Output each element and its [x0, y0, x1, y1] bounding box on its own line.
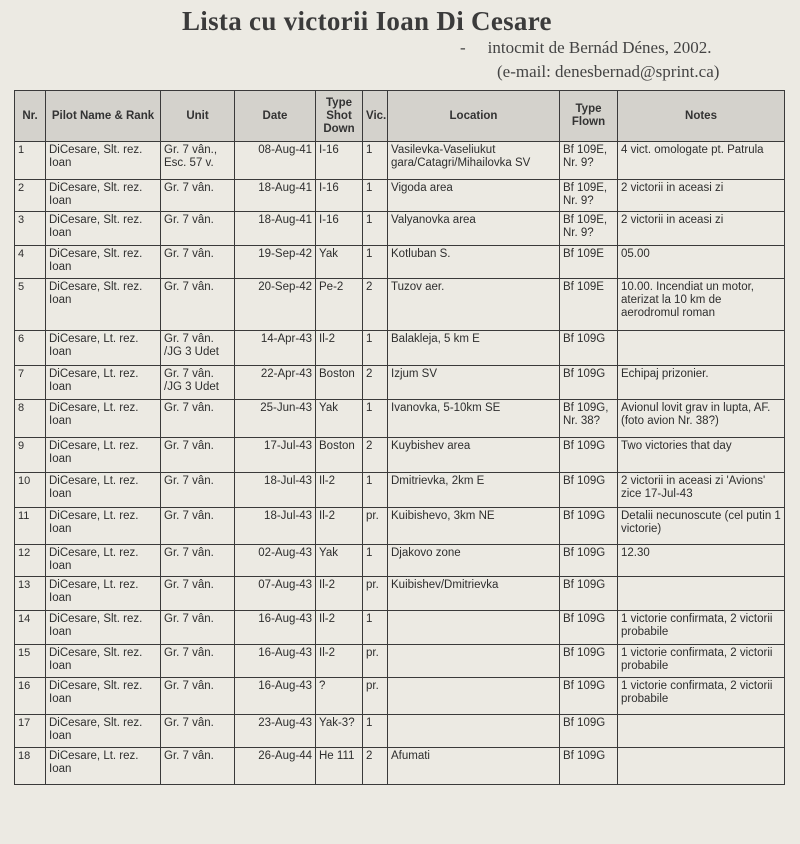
table-row [15, 715, 785, 748]
cell-location: Kuibishev/Dmitrievka [388, 577, 560, 611]
cell-type: Il-2 [316, 331, 363, 366]
col-vic-header: Vic. [363, 91, 388, 142]
cell-flown: Bf 109G [560, 577, 618, 611]
cell-pilot: DiCesare, Lt. rez. Ioan [46, 366, 161, 400]
table-body [15, 142, 785, 785]
cell-type: Il-2 [316, 611, 363, 645]
cell-nr: 15 [15, 645, 46, 678]
cell-flown: Bf 109G [560, 366, 618, 400]
col-notes-header: Notes [618, 91, 785, 142]
cell-unit: Gr. 7 vân. [161, 508, 235, 545]
cell-notes: Two victories that day [618, 438, 785, 473]
cell-flown: Bf 109G, Nr. 38? [560, 400, 618, 438]
cell-date: 08-Aug-41 [235, 142, 316, 180]
cell-flown: Bf 109G [560, 748, 618, 785]
cell-location: Dmitrievka, 2km E [388, 473, 560, 508]
cell-date: 14-Apr-43 [235, 331, 316, 366]
cell-vic: 1 [363, 180, 388, 212]
cell-notes: 1 victorie confirmata, 2 victorii probabile [618, 611, 785, 645]
cell-pilot: DiCesare, Lt. rez. Ioan [46, 545, 161, 577]
cell-vic: 1 [363, 400, 388, 438]
cell-unit: Gr. 7 vân. [161, 545, 235, 577]
cell-type: Il-2 [316, 645, 363, 678]
cell-unit: Gr. 7 vân. [161, 279, 235, 331]
cell-pilot: DiCesare, Lt. rez. Ioan [46, 577, 161, 611]
cell-location: Vasilevka-Vaseliukut gara/Catagri/Mihailovka SV [388, 142, 560, 180]
victories-table [14, 90, 785, 785]
cell-vic: 1 [363, 715, 388, 748]
cell-date: 19-Sep-42 [235, 246, 316, 279]
cell-notes: Echipaj prizonier. [618, 366, 785, 400]
cell-vic: pr. [363, 678, 388, 715]
cell-date: 07-Aug-43 [235, 577, 316, 611]
table-row [15, 438, 785, 473]
cell-type: ? [316, 678, 363, 715]
cell-nr: 8 [15, 400, 46, 438]
cell-flown: Bf 109G [560, 331, 618, 366]
table-row [15, 748, 785, 785]
cell-location [388, 611, 560, 645]
cell-date: 16-Aug-43 [235, 645, 316, 678]
col-unit-header: Unit [161, 91, 235, 142]
cell-type: He 111 [316, 748, 363, 785]
col-type-shot-header: Type Shot Down [316, 91, 363, 142]
cell-vic: 1 [363, 331, 388, 366]
cell-pilot: DiCesare, Slt. rez. Ioan [46, 678, 161, 715]
cell-date: 18-Jul-43 [235, 508, 316, 545]
cell-pilot: DiCesare, Slt. rez. Ioan [46, 279, 161, 331]
col-pilot-header: Pilot Name & Rank [46, 91, 161, 142]
cell-notes: 1 victorie confirmata, 2 victorii probabile [618, 678, 785, 715]
cell-type: Pe-2 [316, 279, 363, 331]
cell-unit: Gr. 7 vân. [161, 577, 235, 611]
cell-type: Boston [316, 366, 363, 400]
cell-unit: Gr. 7 vân. [161, 748, 235, 785]
cell-flown: Bf 109E, Nr. 9? [560, 212, 618, 246]
document-title: Lista cu victorii Ioan Di Cesare [182, 6, 552, 36]
cell-location: Vigoda area [388, 180, 560, 212]
cell-type: Il-2 [316, 508, 363, 545]
cell-unit: Gr. 7 vân. [161, 400, 235, 438]
col-nr-header: Nr. [15, 91, 46, 142]
cell-location: Afumati [388, 748, 560, 785]
cell-flown: Bf 109E [560, 279, 618, 331]
cell-location [388, 678, 560, 715]
cell-pilot: DiCesare, Slt. rez. Ioan [46, 246, 161, 279]
cell-unit: Gr. 7 vân. [161, 438, 235, 473]
cell-type: Il-2 [316, 577, 363, 611]
cell-nr: 5 [15, 279, 46, 331]
cell-pilot: DiCesare, Lt. rez. Ioan [46, 748, 161, 785]
cell-pilot: DiCesare, Slt. rez. Ioan [46, 611, 161, 645]
cell-date: 18-Aug-41 [235, 180, 316, 212]
cell-vic: pr. [363, 508, 388, 545]
cell-flown: Bf 109G [560, 645, 618, 678]
email-line: (e-mail: denesbernad@sprint.ca) [497, 62, 720, 81]
cell-vic: 1 [363, 246, 388, 279]
table-row [15, 212, 785, 246]
cell-nr: 10 [15, 473, 46, 508]
cell-date: 23-Aug-43 [235, 715, 316, 748]
cell-pilot: DiCesare, Slt. rez. Ioan [46, 180, 161, 212]
cell-type: Il-2 [316, 473, 363, 508]
cell-nr: 12 [15, 545, 46, 577]
table-row [15, 473, 785, 508]
cell-pilot: DiCesare, Lt. rez. Ioan [46, 438, 161, 473]
cell-unit: Gr. 7 vân. [161, 212, 235, 246]
cell-location: Kotluban S. [388, 246, 560, 279]
cell-vic: 1 [363, 545, 388, 577]
cell-vic: 2 [363, 438, 388, 473]
cell-flown: Bf 109G [560, 473, 618, 508]
cell-date: 18-Aug-41 [235, 212, 316, 246]
cell-date: 17-Jul-43 [235, 438, 316, 473]
cell-flown: Bf 109E, Nr. 9? [560, 180, 618, 212]
cell-vic: 1 [363, 212, 388, 246]
victories-table-wrapper [14, 90, 784, 785]
cell-unit: Gr. 7 vân. /JG 3 Udet [161, 366, 235, 400]
cell-nr: 13 [15, 577, 46, 611]
table-row [15, 180, 785, 212]
cell-pilot: DiCesare, Slt. rez. Ioan [46, 645, 161, 678]
cell-notes [618, 748, 785, 785]
cell-flown: Bf 109E [560, 246, 618, 279]
table-header-row [15, 91, 785, 142]
cell-flown: Bf 109G [560, 611, 618, 645]
cell-type: Yak-3? [316, 715, 363, 748]
cell-date: 26-Aug-44 [235, 748, 316, 785]
byline-dash: - [460, 38, 466, 57]
cell-notes: Detalii necunoscute (cel putin 1 victorie) [618, 508, 785, 545]
cell-vic: 1 [363, 142, 388, 180]
cell-nr: 18 [15, 748, 46, 785]
cell-nr: 3 [15, 212, 46, 246]
cell-pilot: DiCesare, Lt. rez. Ioan [46, 473, 161, 508]
table-row [15, 678, 785, 715]
cell-type: Boston [316, 438, 363, 473]
cell-nr: 14 [15, 611, 46, 645]
cell-pilot: DiCesare, Slt. rez. Ioan [46, 715, 161, 748]
cell-unit: Gr. 7 vân. /JG 3 Udet [161, 331, 235, 366]
cell-type: Yak [316, 545, 363, 577]
cell-type: I-16 [316, 212, 363, 246]
cell-notes [618, 331, 785, 366]
cell-pilot: DiCesare, Lt. rez. Ioan [46, 508, 161, 545]
cell-date: 18-Jul-43 [235, 473, 316, 508]
cell-flown: Bf 109G [560, 678, 618, 715]
cell-flown: Bf 109G [560, 545, 618, 577]
cell-flown: Bf 109G [560, 715, 618, 748]
table-row [15, 545, 785, 577]
cell-nr: 2 [15, 180, 46, 212]
cell-notes: 4 vict. omologate pt. Patrula [618, 142, 785, 180]
cell-notes: Avionul lovit grav in lupta, AF. (foto avion Nr. 38?) [618, 400, 785, 438]
cell-location [388, 715, 560, 748]
cell-unit: Gr. 7 vân. [161, 715, 235, 748]
cell-location: Tuzov aer. [388, 279, 560, 331]
cell-notes: 2 victorii in aceasi zi [618, 212, 785, 246]
table-row [15, 366, 785, 400]
cell-pilot: DiCesare, Lt. rez. Ioan [46, 400, 161, 438]
cell-location: Izjum SV [388, 366, 560, 400]
cell-location: Ivanovka, 5-10km SE [388, 400, 560, 438]
table-row [15, 331, 785, 366]
cell-nr: 7 [15, 366, 46, 400]
table-row [15, 577, 785, 611]
cell-notes: 2 victorii in aceasi zi 'Avions' zice 17-Jul-43 [618, 473, 785, 508]
table-row [15, 645, 785, 678]
cell-unit: Gr. 7 vân., Esc. 57 v. [161, 142, 235, 180]
cell-unit: Gr. 7 vân. [161, 180, 235, 212]
col-type-flown-header: Type Flown [560, 91, 618, 142]
cell-vic: 2 [363, 366, 388, 400]
cell-location: Balakleja, 5 km E [388, 331, 560, 366]
cell-type: I-16 [316, 142, 363, 180]
col-date-header: Date [235, 91, 316, 142]
cell-nr: 16 [15, 678, 46, 715]
cell-nr: 1 [15, 142, 46, 180]
author-text: intocmit de Bernád Dénes, 2002. [487, 38, 712, 57]
table-row [15, 508, 785, 545]
cell-flown: Bf 109G [560, 508, 618, 545]
cell-date: 20-Sep-42 [235, 279, 316, 331]
cell-unit: Gr. 7 vân. [161, 473, 235, 508]
cell-nr: 4 [15, 246, 46, 279]
cell-nr: 9 [15, 438, 46, 473]
cell-location: Kuybishev area [388, 438, 560, 473]
cell-notes: 1 victorie confirmata, 2 victorii probabile [618, 645, 785, 678]
cell-vic: pr. [363, 577, 388, 611]
table-row [15, 142, 785, 180]
table-row [15, 400, 785, 438]
cell-date: 02-Aug-43 [235, 545, 316, 577]
cell-notes [618, 577, 785, 611]
cell-notes: 2 victorii in aceasi zi [618, 180, 785, 212]
cell-notes: 10.00. Incendiat un motor, aterizat la 10 km de aerodromul roman [618, 279, 785, 331]
cell-notes: 05.00 [618, 246, 785, 279]
cell-pilot: DiCesare, Slt. rez. Ioan [46, 212, 161, 246]
cell-pilot: DiCesare, Slt. rez. Ioan [46, 142, 161, 180]
cell-date: 16-Aug-43 [235, 611, 316, 645]
cell-unit: Gr. 7 vân. [161, 611, 235, 645]
cell-nr: 11 [15, 508, 46, 545]
cell-date: 25-Jun-43 [235, 400, 316, 438]
cell-flown: Bf 109G [560, 438, 618, 473]
cell-flown: Bf 109E, Nr. 9? [560, 142, 618, 180]
cell-date: 16-Aug-43 [235, 678, 316, 715]
cell-vic: 2 [363, 748, 388, 785]
cell-pilot: DiCesare, Lt. rez. Ioan [46, 331, 161, 366]
table-row [15, 611, 785, 645]
table-row [15, 279, 785, 331]
cell-vic: 2 [363, 279, 388, 331]
cell-notes: 12.30 [618, 545, 785, 577]
cell-nr: 6 [15, 331, 46, 366]
cell-location: Valyanovka area [388, 212, 560, 246]
cell-type: I-16 [316, 180, 363, 212]
table-row [15, 246, 785, 279]
cell-type: Yak [316, 246, 363, 279]
cell-location: Djakovo zone [388, 545, 560, 577]
cell-type: Yak [316, 400, 363, 438]
cell-vic: pr. [363, 645, 388, 678]
cell-location [388, 645, 560, 678]
cell-vic: 1 [363, 611, 388, 645]
cell-date: 22-Apr-43 [235, 366, 316, 400]
cell-unit: Gr. 7 vân. [161, 645, 235, 678]
cell-unit: Gr. 7 vân. [161, 246, 235, 279]
cell-location: Kuibishevo, 3km NE [388, 508, 560, 545]
cell-notes [618, 715, 785, 748]
author-line [460, 38, 711, 58]
cell-nr: 17 [15, 715, 46, 748]
col-location-header: Location [388, 91, 560, 142]
cell-vic: 1 [363, 473, 388, 508]
cell-unit: Gr. 7 vân. [161, 678, 235, 715]
